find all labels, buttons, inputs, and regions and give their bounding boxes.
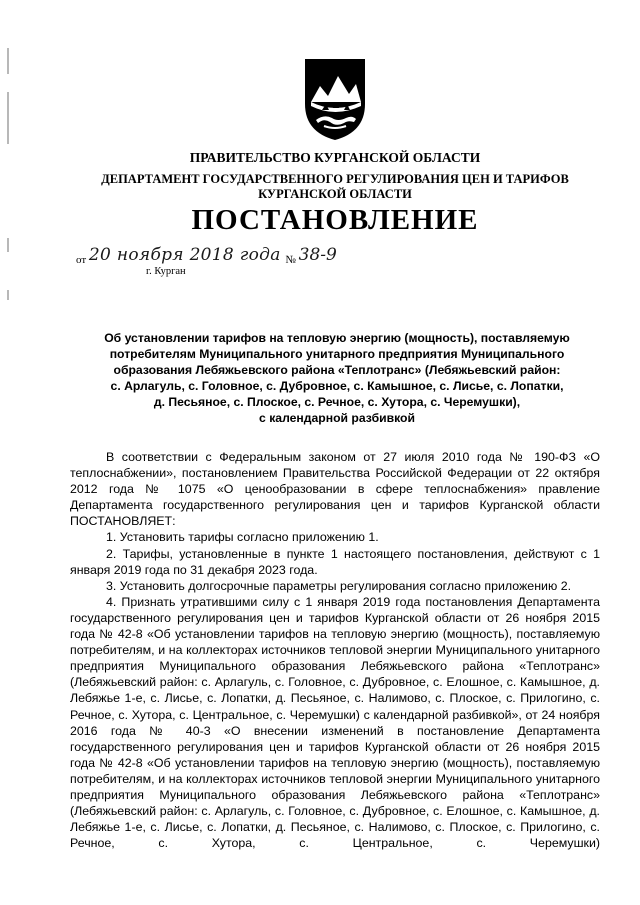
coat-of-arms-icon <box>302 56 368 142</box>
subject-line: с календарной разбивкой <box>259 411 415 425</box>
subject-line: с. Арлагуль, с. Головное, с. Дубровное, с. Камышное, с. Лисье, с. Лопатки, <box>110 379 564 393</box>
handwritten-number: 38-9 <box>298 245 337 265</box>
date-prefix: от <box>76 254 87 266</box>
subject-line: потребителям Муниципального унитарного предприятия Муниципального <box>109 347 565 361</box>
body-paragraph-item-1: 1. Установить тарифы согласно приложению 1. <box>106 530 379 545</box>
subject-line: д. Песьяное, с. Плоское, с. Речное, с. Хутора, с. Черемушки), <box>153 395 521 409</box>
department-name-line: КУРГАНСКОЙ ОБЛАСТИ <box>258 187 412 201</box>
body-paragraph-item-2: 2. Тарифы, установленные в пункте 1 настоящего постановления, действуют с 1 января 2019 года по 31 декабря 2023 года. <box>70 546 600 577</box>
document-subject <box>78 330 596 426</box>
document-type-title: ПОСТАНОВЛЕНИЕ <box>191 204 479 236</box>
handwritten-date: 20 ноября 2018 года <box>88 245 281 265</box>
body-paragraph-item-3: 3. Установить долгосрочные параметры регулирования согласно приложению 2. <box>106 578 572 593</box>
city-name: г. Курган <box>146 266 186 277</box>
body-paragraph-preamble: В соответствии с Федеральным законом от 27 июля 2010 года № 190-ФЗ «О теплоснабжении», постановлением Правительства Российской Федерации от 22 октября 2012 года № 1075 «О ценообразовании в сфере теплоснабжения» правление Департамента государственного регулирования цен и тарифов Курганской области ПОСТАНОВЛЯЕТ: <box>70 450 600 529</box>
scan-edge-mark <box>7 238 9 252</box>
department-name-line: ДЕПАРТАМЕНТ ГОСУДАРСТВЕННОГО РЕГУЛИРОВАНИЯ ЦЕН И ТАРИФОВ <box>101 172 569 186</box>
department-name <box>90 172 580 202</box>
body-paragraph-item-4: 4. Признать утратившими силу с 1 января 2019 года постановления Департамента государственного регулирования цен и тарифов Курганской области от 26 ноября 2015 года № 42-8 «Об установлении тарифов на тепловую энергию (мощность), поставляемую потребителям, и на коллекторах источников тепловой энергии Муниципального унитарного предприятия Муниципального образования Лебяжьевского района «Теплотранс» (Лебяжьевский район: с. Арлагуль, с. Головное, с. Дубровное, с. Елошное, с. Камышное, д. Лебяжье 1-е, с. Лисье, с. Лопатки, д. Песьяное, с. Налимово, с. Плоское, с. Прилогино, с. Речное, с. Хутора, с. Центральное, с. Черемушки) с календарной разбивкой», от 24 ноября 2016 года № 40-3 «О внесении изменений в постановление Департамента государственного регулирования цен и тарифов Курганской области от 26 ноября 2015 года № 42-8 «Об установлении тарифов на тепловую энергию (мощность), поставляемую потребителям, и на коллекторах источников тепловой энергии Муниципального унитарного предприятия Муниципального образования Лебяжьевского района «Теплотранс» (Лебяжьевский район: с. Арлагуль, с. Головное, с. Дубровное, с. Елошное, с. Камышное, д. Лебяжье 1-е, с. Лисье, с. Лопатки, д. Песьяное, с. Налимово, с. Плоское, с. Прилогино, с. Речное, с. Хутора, с. Центральное, с. Черемушки) <box>70 594 600 851</box>
document-body <box>70 449 600 851</box>
scan-edge-mark <box>7 290 9 300</box>
subject-line: образования Лебяжьевского района «Теплотранс» (Лебяжьевский район: <box>113 363 561 377</box>
scan-edge-mark <box>7 92 9 144</box>
scan-edge-mark <box>7 48 9 74</box>
date-number-line <box>76 245 337 268</box>
government-name: ПРАВИТЕЛЬСТВО КУРГАНСКОЙ ОБЛАСТИ <box>189 150 481 165</box>
subject-line: Об установлении тарифов на тепловую энергию (мощность), поставляемую <box>104 331 570 345</box>
number-prefix: № <box>285 254 296 266</box>
